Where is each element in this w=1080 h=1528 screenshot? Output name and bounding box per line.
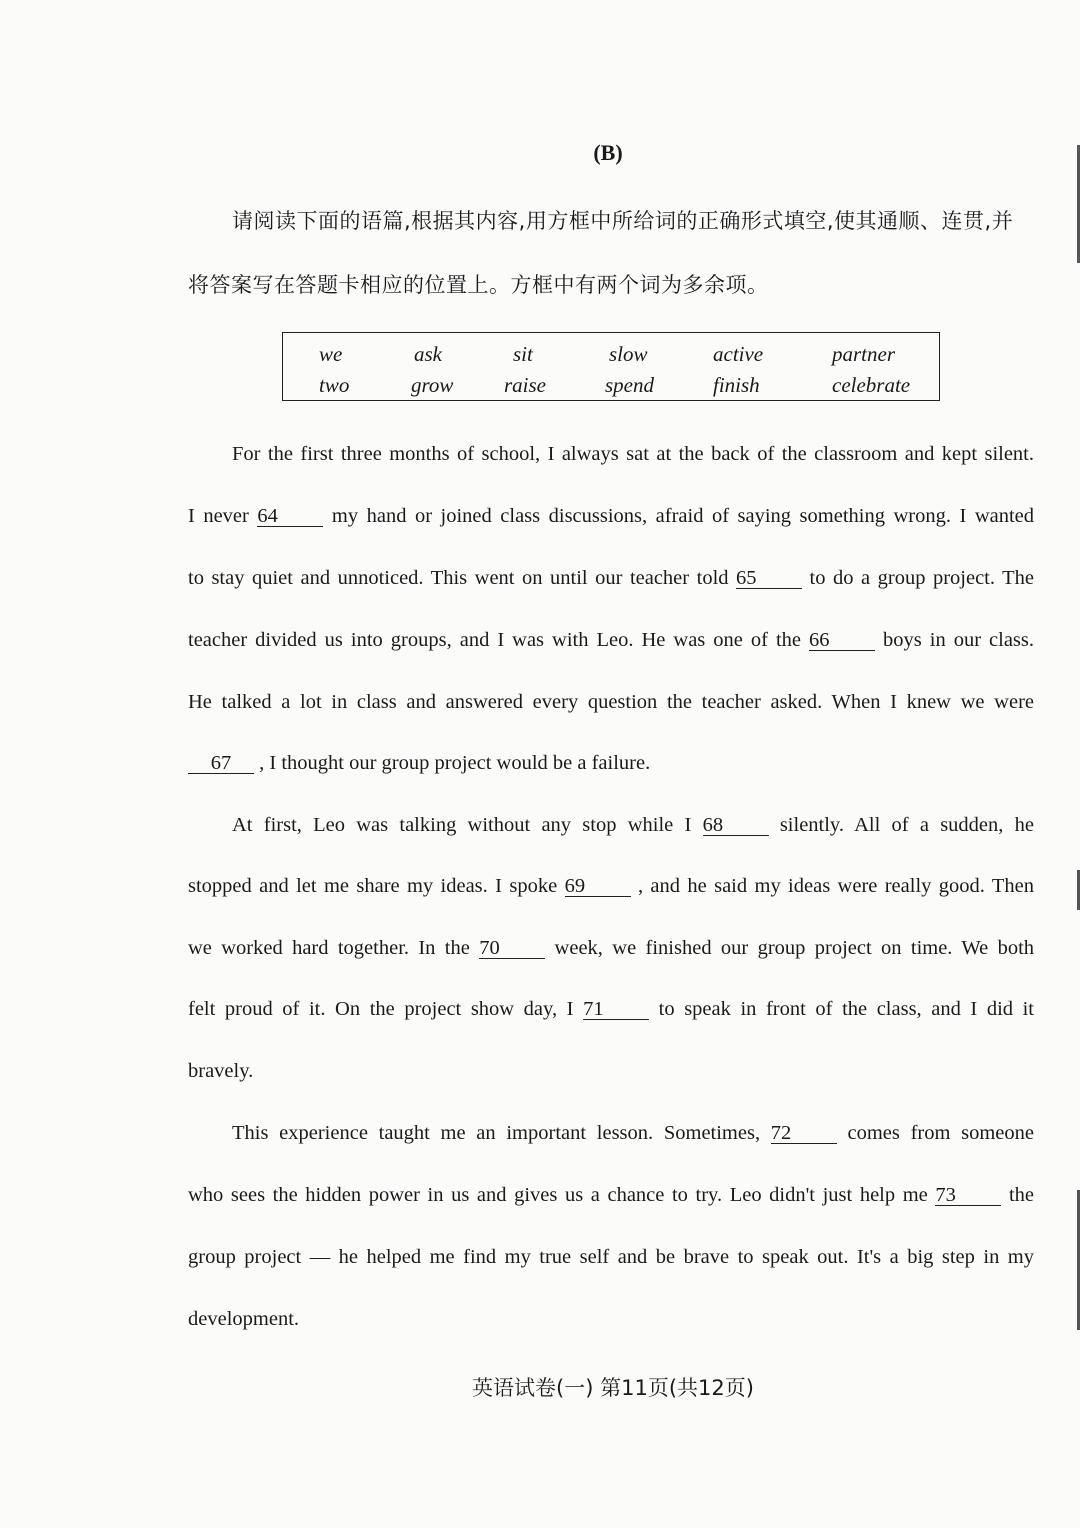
passage-line: who sees the hidden power in us and gives us a chance to try. Leo didn't just help me 73 the <box>188 1184 1035 1206</box>
instruction-line-2: 将答案写在答题卡相应的位置上。方框中有两个词为多余项。 <box>188 273 769 297</box>
passage-line: 67 , I thought our group project would be a failure. <box>188 752 1034 775</box>
passage-line: He talked a lot in class and answered every question the teacher asked. When I knew we were <box>188 691 1034 713</box>
word-item: grow <box>411 373 454 397</box>
blank-64: 64 <box>257 506 323 527</box>
passage-line: felt proud of it. On the project show day, I 71 to speak in front of the class, and I did it <box>188 998 1035 1020</box>
blank-68: 68 <box>703 815 769 836</box>
word-item: we <box>319 342 343 366</box>
word-item: ask <box>414 342 442 366</box>
passage-line: we worked hard together. In the 70 week, we finished our group project on time. We both <box>188 937 1035 959</box>
passage-line: bravely. <box>188 1060 254 1082</box>
passage-line: to stay quiet and unnoticed. This went on until our teacher told 65 to do a group project. The <box>188 567 1035 589</box>
blank-67: 67 <box>188 753 254 774</box>
word-item: raise <box>504 373 546 397</box>
word-item: celebrate <box>832 373 911 397</box>
passage-line: group project — he helped me find my true self and be brave to speak out. It's a big step in my <box>188 1246 1034 1268</box>
word-item: slow <box>609 342 648 366</box>
passage-line: development. <box>188 1308 300 1330</box>
blank-72: 72 <box>771 1123 837 1144</box>
passage-line: At first, Leo was talking without any stop while I 68 silently. All of a sudden, he <box>232 814 1034 836</box>
blank-66: 66 <box>809 630 875 651</box>
passage-line: This experience taught me an important lesson. Sometimes, 72 comes from someone <box>232 1122 1034 1144</box>
passage-line: stopped and let me share my ideas. I spoke 69 , and he said my ideas were really good. Then <box>188 875 1035 897</box>
word-item: active <box>713 342 764 366</box>
word-item: partner <box>832 342 895 366</box>
word-item: spend <box>605 373 654 397</box>
passage-line: For the first three months of school, I always sat at the back of the classroom and kept silent. <box>232 443 1034 465</box>
blank-71: 71 <box>583 999 649 1020</box>
passage-line: I never 64 my hand or joined class discussions, afraid of saying something wrong. I wanted <box>188 505 1035 527</box>
blank-70: 70 <box>479 938 545 959</box>
word-item: two <box>319 373 350 397</box>
word-item: finish <box>713 373 760 397</box>
blank-65: 65 <box>736 568 802 589</box>
blank-73: 73 <box>935 1185 1001 1206</box>
blank-69: 69 <box>565 876 631 897</box>
instruction-line-1: 请阅读下面的语篇,根据其内容,用方框中所给词的正确形式填空,使其通顺、连贯,并 <box>232 209 1014 233</box>
section-title: (B) <box>593 140 623 165</box>
page-footer: 英语试卷(一) 第11页(共12页) <box>472 1376 754 1400</box>
word-item: sit <box>513 342 533 366</box>
word-box <box>282 332 940 401</box>
passage-line: teacher divided us into groups, and I was with Leo. He was one of the 66 boys in our class. <box>188 629 1035 651</box>
